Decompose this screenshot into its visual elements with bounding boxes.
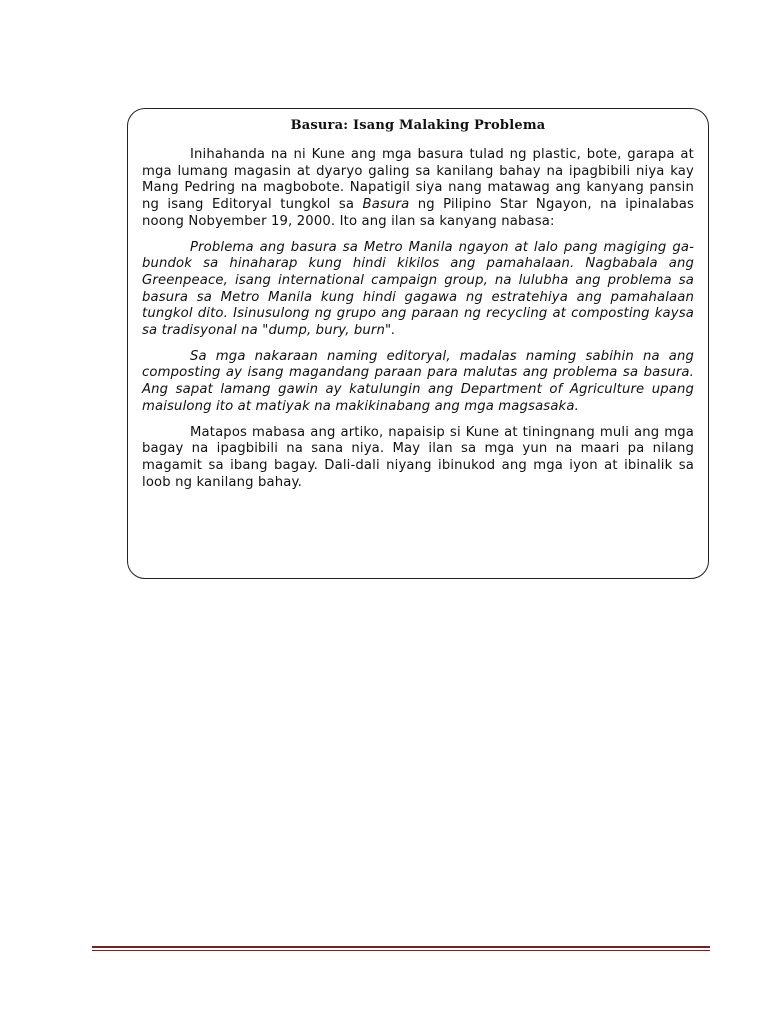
intro-italic-word: Basura <box>362 197 410 213</box>
document-title: Basura: Isang Malaking Problema <box>290 118 546 133</box>
footer-rule-thin-line <box>92 950 710 951</box>
text-box <box>127 108 709 579</box>
intro-text-start: Inihahanda na ni Kune ang mga basura tulad ng plastic, bote, garapa at mga lumang magasin at dyaryo galing sa kanilang bahay na ipagbibili niya kay Mang Pedring na magbobote. Napatigil siya nang matawag ang kanyang pansin ng isang Editoryal tungkol sa <box>142 147 694 213</box>
quoted-editorial-paragraph-1: Problema ang basura sa Metro Manila ngayon at lalo pang magiging ga-bundok sa hinaharap kung hindi kikilos ang pamahalaan. Nagbabala ang Greenpeace, isang international campaign group, na lulubha ang problema sa basura sa Metro Manila kung hindi gagawa ng estratehiya ang pamahalaan tungkol dito. Isinusulong ng grupo ang paraan ng recycling at composting kaysa sa tradisyonal na "dump, bury, burn". <box>142 239 694 339</box>
quoted-editorial-paragraph-2: Sa mga nakaraan naming editoryal, madalas naming sabihin na ang composting ay isang magandang paraan para malutas ang problema sa basura. Ang sapat lamang gawin ay katulungin ang Department of Agriculture upang maisulong ito at matiyak na makikinabang ang mga magsasaka. <box>142 348 694 414</box>
closing-paragraph: Matapos mabasa ang artiko, napaisip si Kune at tiningnang muli ang mga bagay na ipagbibili na sana niya. May ilan sa mga yun na maari pa nilang magamit sa ibang bagay. Dali-dali niyang ibinukod ang mga iyon at ibinalik sa loob ng kanilang bahay. <box>142 424 694 490</box>
intro-paragraph <box>142 147 694 231</box>
footer-rule <box>92 946 710 951</box>
intro-text-end: ng Pilipino Star Ngayon, na ipinalabas noong Nobyember 19, 2000. Ito ang ilan sa kanyang nabasa: <box>142 197 694 229</box>
footer-rule-thick-line <box>92 946 710 948</box>
